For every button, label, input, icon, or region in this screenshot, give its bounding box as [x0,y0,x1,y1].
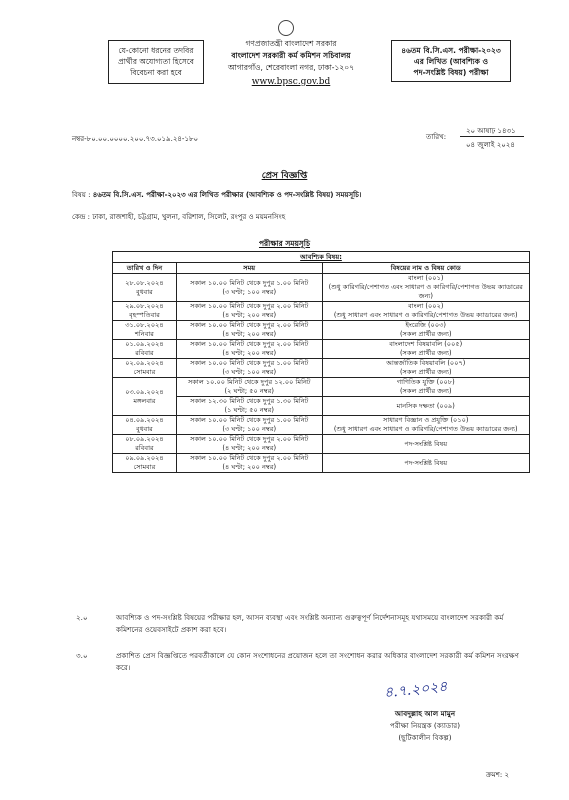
exam-day: বুধবার [136,425,153,433]
subject-note: (সকল প্রার্থীর জন্য) [399,368,452,376]
subject-line: বিষয় : ৪৬তম বি.সি.এস. পরীক্ষা-২০২৩ এর লিখিত পরীক্ষার (আবশ্যিক ও পদ-সংশ্লিষ্ট বিষয়) সময়সূচি। [72,191,362,199]
exam-time: সকাল ১০.০০ মিনিট থেকে দুপুর ১.০০ মিনিট [190,416,309,424]
signatory-name: আবদুল্লাহ আল মামুন [394,709,456,718]
subject-name: পদ-সংশ্লিষ্ট বিষয় [404,458,448,467]
table-group-row [113,252,530,263]
group-heading: আবশ্যিক বিষয়: [113,252,530,263]
exam-date: ৩১.০৮.২০২৪ [125,321,164,329]
exam-day: সোমবার [133,463,156,471]
date-cell [113,274,177,302]
date-cell [113,454,177,473]
subject-text: ৪৬তম বি.সি.এস. পরীক্ষা-২০২৩ এর লিখিত পরীক্ষার (আবশ্যিক ও পদ-সংশ্লিষ্ট বিষয়) সময়সূচি। [92,191,362,199]
govt-line: গণপ্রজাতন্ত্রী বাংলাদেশ সরকার [245,39,337,48]
signature-block [350,708,500,744]
exam-day: রবিবার [135,444,154,452]
subject-cell [322,378,529,397]
subject-cell [322,274,529,302]
exam-date: ০৯.০৯.২০২৪ [125,454,164,462]
exam-day: রবিবার [135,349,154,357]
exam-marks: (৩ ঘণ্টা; ১০০ নম্বর) [222,287,277,296]
time-cell [176,378,322,397]
subject-label: বিষয় [72,191,86,199]
table-row [113,359,530,378]
exam-title-line-1: ৪৬তম বি.সি.এস. পরীক্ষা-২০২৩ [401,46,501,55]
time-cell [176,359,322,378]
subject-cell [322,435,529,454]
note-3 [76,650,520,674]
note-3-text: প্রকাশিত প্রেস বিজ্ঞপ্তিতে পরবর্তীকালে যে কোন সংশোধনের প্রয়োজন হলে তা সংশোধন করার অধিকার বাংলাদেশ সরকারী কর্ম কমিশন সংরক্ষণ করে। [116,651,519,672]
note-2-text: আবশ্যিক ও পদ-সংশ্লিষ্ট বিষয়ের পরীক্ষার হল, আসন ব্যবস্থা এবং সংশ্লিষ্ট অন্যান্য গুরুত্বপূর্ণ নির্দেশনাসমূহ যথাসময়ে বাংলাদেশ সরকারী কর্ম কমিশনের ওয়েবসাইটে প্রকাশ করা হবে। [116,613,504,634]
subject-cell [322,397,529,416]
exam-marks: (৪ ঘণ্টা; ২০০ নম্বর) [222,311,277,319]
warning-line-1: যে-কোনো ধরনের তদবির [118,46,194,55]
warning-line-3: বিবেচনা করা হবে [130,68,182,77]
time-cell [176,274,322,302]
subject-name: পদ-সংশ্লিষ্ট বিষয় [404,439,448,448]
warning-box [108,40,204,84]
col-time-header: সময় [176,263,322,274]
handwritten-signature: ৪.৭.২০২৪ [383,678,449,702]
subject-note: (সকল প্রার্থীর জন্য) [399,349,452,357]
subject-name: ইংরেজি (০০৩) [405,321,446,329]
note-2-number: ২.০ [76,613,88,622]
exam-date: ০৩.০৯.২০২৪ [125,387,164,396]
govt-emblem [278,20,294,36]
date-divider [460,136,524,137]
exam-date: ০৮.০৯.২০২৪ [125,435,164,443]
exam-date: ২৯.০৮.২০২৪ [125,302,164,310]
col-subject-header: বিষয়ের নাম ও বিষয় কোড [322,263,529,274]
time-cell [176,340,322,359]
date-cell [113,359,177,378]
date-label: তারিখ: [426,133,447,141]
subject-name: গাণিতিক যুক্তি (০০৮) [396,378,455,386]
subject-cell [322,359,529,378]
subject-cell [322,302,529,321]
exam-time: সকাল ১০.০০ মিনিট থেকে দুপুর ২.০০ মিনিট [190,321,309,329]
exam-time: সকাল ১০.০০ মিনিট থেকে দুপুর ১২.০০ মিনিট [187,378,311,386]
subject-note: (সকল প্রার্থীর জন্য) [399,330,452,338]
table-row [113,302,530,321]
exam-time: সকাল ১০.০০ মিনিট থেকে দুপুর ২.০০ মিনিট [190,302,309,310]
exam-title-line-3: পদ-সংশ্লিষ্ট বিষয়) পরীক্ষা [413,68,489,77]
schedule-table [112,251,530,473]
date-cell [113,340,177,359]
table-row [113,454,530,473]
table-row [113,321,530,340]
page-title: প্রেস বিজ্ঞপ্তি [261,171,308,181]
centre-line: কেন্দ্র : ঢাকা, রাজশাহী, চট্টগ্রাম, খুলনা, বরিশাল, সিলেট, রংপুর ও ময়মনসিংহ [72,213,286,221]
exam-date: ২৮.০৮.২০২৪ [125,278,164,287]
exam-marks: (৪ ঘণ্টা; ২০০ নম্বর) [222,330,277,338]
exam-date: ০১.০৯.২০২৪ [125,340,164,348]
exam-day: মঙ্গলবার [133,396,156,405]
exam-day: শনিবার [134,330,154,338]
time-cell [176,416,322,435]
schedule-heading: পরীক্ষার সময়সূচি [258,239,311,248]
exam-marks: (৩ ঘণ্টা; ১০০ নম্বর) [222,368,277,376]
subject-cell [322,321,529,340]
exam-title-box [391,40,511,82]
exam-day: বুধবার [136,287,153,296]
subject-name: আন্তর্জাতিক বিষয়াবলি (০০৭) [386,359,466,367]
time-cell [176,454,322,473]
exam-time: সকাল ১০.০০ মিনিট থেকে দুপুর ১.০০ মিনিট [190,359,309,367]
subject-cell [322,454,529,473]
exam-marks: (৪ ঘণ্টা; ২০০ নম্বর) [222,463,277,471]
website-link[interactable]: www.bpsc.gov.bd [251,77,331,87]
date-cell [113,378,177,416]
page-continuation: ক্রমশ: ২ [486,771,510,779]
memo-number: নম্বর-৮০.০০.০০০০.২০০.৭৩.০১৯.২৪-১৮০ [72,135,199,143]
signatory-designation: পরীক্ষা নিয়ন্ত্রক (ক্যাডার) [389,721,461,730]
time-cell [176,435,322,454]
commission-address: আগারগাঁও, শেরেবাংলা নগর, ঢাকা-১২০৭ [227,63,354,72]
subject-cell [322,340,529,359]
table-row [113,274,530,302]
exam-marks: (১ ঘণ্টা; ৫০ নম্বর) [224,406,274,414]
note-3-number: ৩.০ [76,651,88,660]
centre-label: কেন্দ্র [72,213,86,221]
exam-marks: (২ ঘণ্টা; ৫০ নম্বর) [224,387,274,395]
exam-title-line-2: এর লিখিত (আবশ্যিক ও [414,57,488,66]
table-row [113,435,530,454]
date-cell [113,416,177,435]
subject-name: সাধারণ বিজ্ঞান ও প্রযুক্তি (০১০) [383,416,469,424]
subject-name: বাংলা (০০১) [408,274,444,282]
centre-text: ঢাকা, রাজশাহী, চট্টগ্রাম, খুলনা, বরিশাল, সিলেট, রংপুর ও ময়মনসিংহ [92,213,286,221]
commission-name: বাংলাদেশ সরকারী কর্ম কমিশন সচিবালয় [231,51,351,60]
exam-date: ০৪.০৯.২০২৪ [125,416,164,424]
date-bangla: ২০ আষাঢ় ১৪৩১ [466,127,516,135]
exam-time: সকাল ১০.০০ মিনিট থেকে দুপুর ২.০০ মিনিট [190,340,309,348]
col-date-header: তারিখ ও দিন [113,263,177,274]
warning-line-2: প্রার্থীর অযোগ্যতা হিসেবে [118,57,194,66]
exam-marks: (৪ ঘণ্টা; ২০০ নম্বর) [222,444,277,452]
time-cell [176,321,322,340]
date-english: ০৪ জুলাই ২০২৪ [466,141,515,149]
exam-time: সকাল ১০.০০ মিনিট থেকে দুপুর ২.০০ মিনিট [190,435,309,443]
table-row [113,378,530,397]
exam-date: ০২.০৯.২০২৪ [125,359,164,367]
subject-name: বাংলাদেশ বিষয়াবলি (০০৫) [389,340,463,348]
exam-day: সোমবার [133,368,156,376]
subject-note: (শুধু সাধারণ এবং সাধারণ ও কারিগরি/পেশাগত উভয় ক্যাডারের জন্য) [333,311,518,319]
exam-time: সকাল ১২.৩০ মিনিট থেকে দুপুর ১.৩০ মিনিট [190,397,309,405]
table-row [113,340,530,359]
exam-day: বৃহস্পতিবার [129,311,160,319]
table-row [113,416,530,435]
signatory-status: (ছুটিকালীন বিকল্প) [398,733,452,742]
exam-marks: (৪ ঘণ্টা; ২০০ নম্বর) [222,349,277,357]
date-cell [113,321,177,340]
time-cell [176,397,322,416]
date-cell [113,302,177,321]
subject-name: মানসিক দক্ষতা (০০৯) [396,401,455,410]
table-header-row [113,263,530,274]
exam-time: সকাল ১০.০০ মিনিট থেকে দুপুর ১.০০ মিনিট [190,278,309,287]
subject-cell [322,416,529,435]
exam-time: সকাল ১০.০০ মিনিট থেকে দুপুর ২.০০ মিনিট [190,454,309,462]
subject-note: (শুধু কারিগরি/পেশাগত এবং সাধারণ ও কারিগরি/পেশাগত উভয় ক্যাডারের জন্য) [328,283,523,300]
subject-note: (সকল প্রার্থীর জন্য) [399,387,452,395]
note-2 [76,612,520,636]
date-cell [113,435,177,454]
letterhead [196,38,386,88]
subject-name: বাংলা (০০২) [408,302,444,310]
exam-marks: (৩ ঘণ্টা; ১০০ নম্বর) [222,425,277,433]
subject-note: (শুধু সাধারণ এবং সাধারণ ও কারিগরি/পেশাগত উভয় ক্যাডারের জন্য) [333,425,518,433]
time-cell [176,302,322,321]
